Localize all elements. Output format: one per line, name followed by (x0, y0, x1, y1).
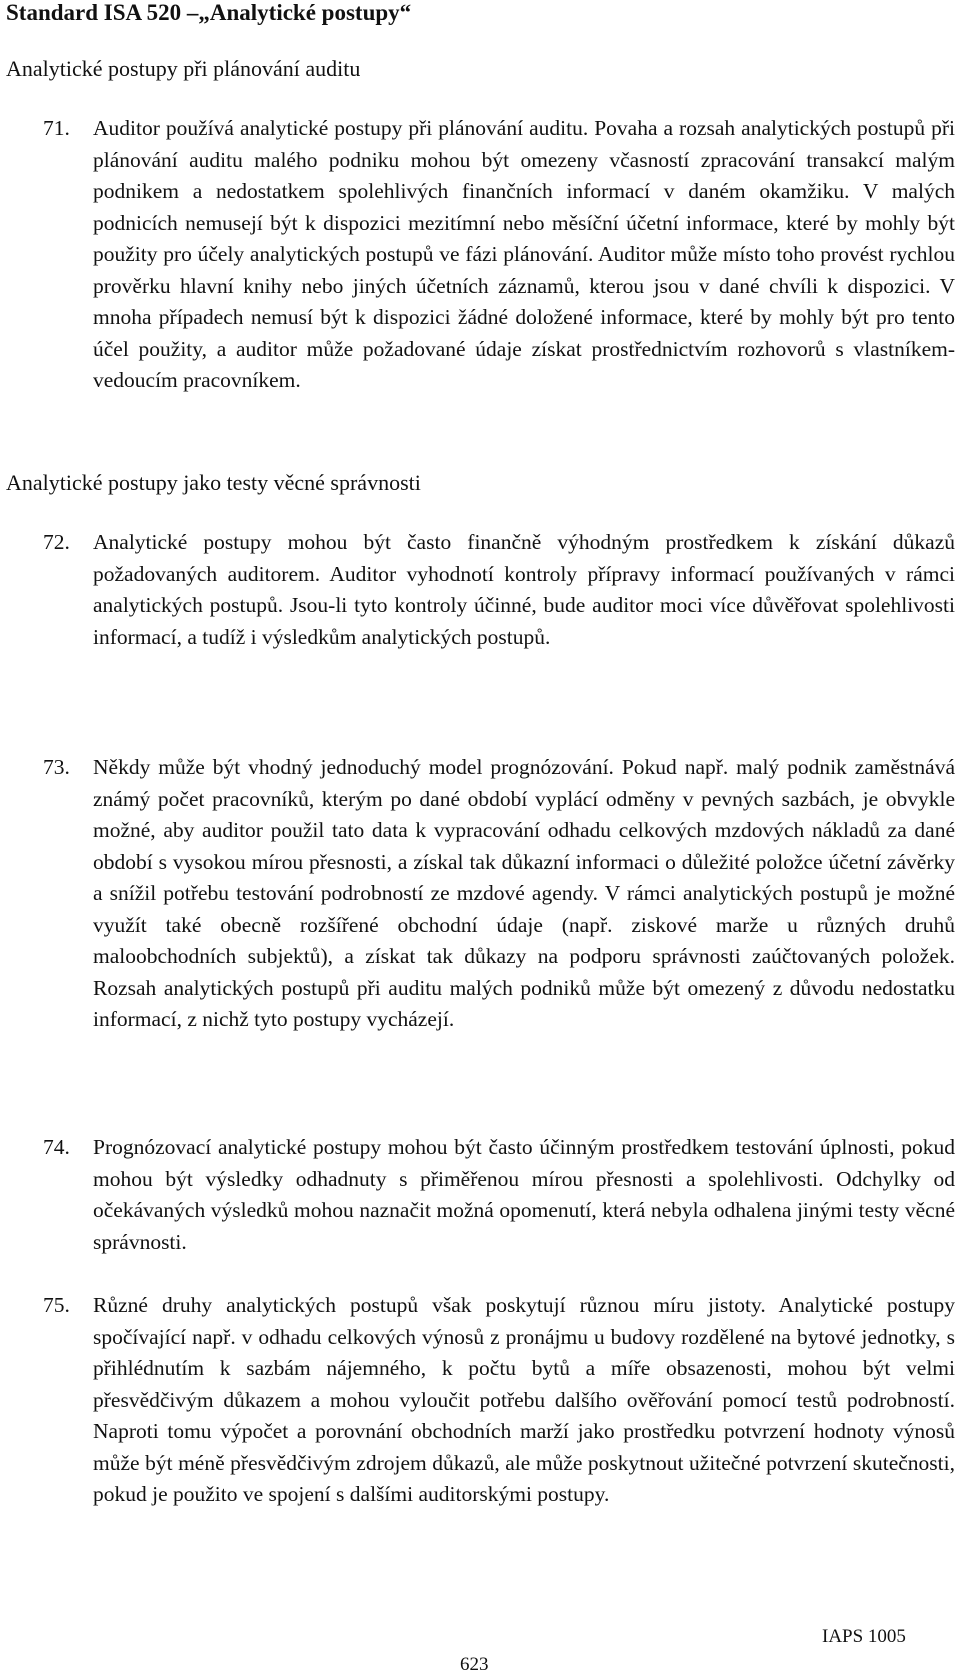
paragraph-71 (43, 113, 955, 397)
paragraph-74 (43, 1132, 955, 1258)
footer-standard-code: IAPS 1005 (822, 1626, 906, 1647)
paragraph-number: 73. (43, 755, 70, 779)
paragraph-73 (43, 752, 955, 1036)
section-heading-planning: Analytické postupy při plánování auditu (6, 56, 361, 81)
paragraph-text: Prognózovací analytické postupy mohou být často účinným prostředkem testování úplnosti, pokud mohou být výsledky odhadnuty s přiměřenou mírou přesnosti a spolehlivosti. Odchylky od očekávaných výsledků mohou naznačit možná opomenutí, která nebyla odhalena jinými testy věcné správnosti. (93, 1135, 955, 1254)
paragraph-text: Auditor používá analytické postupy při plánování auditu. Povaha a rozsah analytických postupů při plánování auditu malého podniku mohou být omezeny včasností zpracování transakcí malým podnikem a nedostatkem spolehlivých finančních informací v daném okamžiku. V malých podnicích nemusejí být k dispozici mezitímní nebo měsíční účetní informace, které by mohly být použity pro účely analytických postupů ve fázi plánování. Auditor může místo toho provést rychlou prověrku hlavní knihy nebo jiných účetních záznamů, kterou jsou v dané chvíli k dispozici. V mnoha případech nemusí být k dispozici žádné doložené informace, které by mohly být pro tento účel použity, a auditor může požadované údaje získat prostřednictvím rozhovorů s vlastníkem-vedoucím pracovníkem. (93, 116, 955, 392)
paragraph-text: Analytické postupy mohou být často finančně výhodným prostředkem k získání důkazů požadovaných auditorem. Auditor vyhodnotí kontroly přípravy informací používaných v rámci analytických postupů. Jsou-li tyto kontroly účinné, bude auditor moci více důvěřovat spolehlivosti informací, a tudíž i výsledkům analytických postupů. (93, 530, 955, 649)
paragraph-number: 71. (43, 116, 70, 140)
paragraph-number: 74. (43, 1135, 70, 1159)
paragraph-75 (43, 1290, 955, 1511)
paragraph-number: 75. (43, 1293, 70, 1317)
document-title: Standard ISA 520 –„Analytické postupy“ (6, 0, 412, 25)
paragraph-number: 72. (43, 530, 70, 554)
paragraph-text: Někdy může být vhodný jednoduchý model prognózování. Pokud např. malý podnik zaměstnává známý počet pracovníků, kterým po dané období vyplácí odměny v pevných sazbách, je obvykle možné, aby auditor použil tato data k vypracování odhadu celkových mzdových nákladů za dané období s vysokou mírou přesnosti, a získal tak důkazní informaci o důležité položce účetní závěrky a snížil potřebu testování podrobností ze mzdové agendy. V rámci analytických postupů je možné využít také obecně rozšířené obchodní údaje (např. ziskové marže u různých druhů maloobchodních subjektů), a získat tak důkazy na podporu správnosti zaúčtovaných položek. Rozsah analytických postupů při auditu malých podniků může být omezený z důvodu nedostatku informací, z nichž tyto postupy vycházejí. (93, 755, 955, 1031)
paragraph-text: Různé druhy analytických postupů však poskytují různou míru jistoty. Analytické postupy spočívající např. v odhadu celkových výnosů z pronájmu u budovy rozdělené na bytové jednotky, s přihlédnutím k sazbám nájemného, k počtu bytů a míře obsazenosti, mohou být velmi přesvědčivým důkazem a mohou vyloučit potřebu dalšího ověřování pomocí testů podrobností. Naproti tomu výpočet a porovnání obchodních marží jako prostředku potvrzení hodnoty výnosů může být méně přesvědčivým zdrojem důkazů, ale může poskytnout užitečné potvrzení skutečnosti, pokud je použito ve spojení s dalšími auditorskými postupy. (93, 1293, 955, 1506)
paragraph-72 (43, 527, 955, 653)
page-number: 623 (460, 1654, 489, 1675)
section-heading-substantive-tests: Analytické postupy jako testy věcné správnosti (6, 470, 421, 495)
